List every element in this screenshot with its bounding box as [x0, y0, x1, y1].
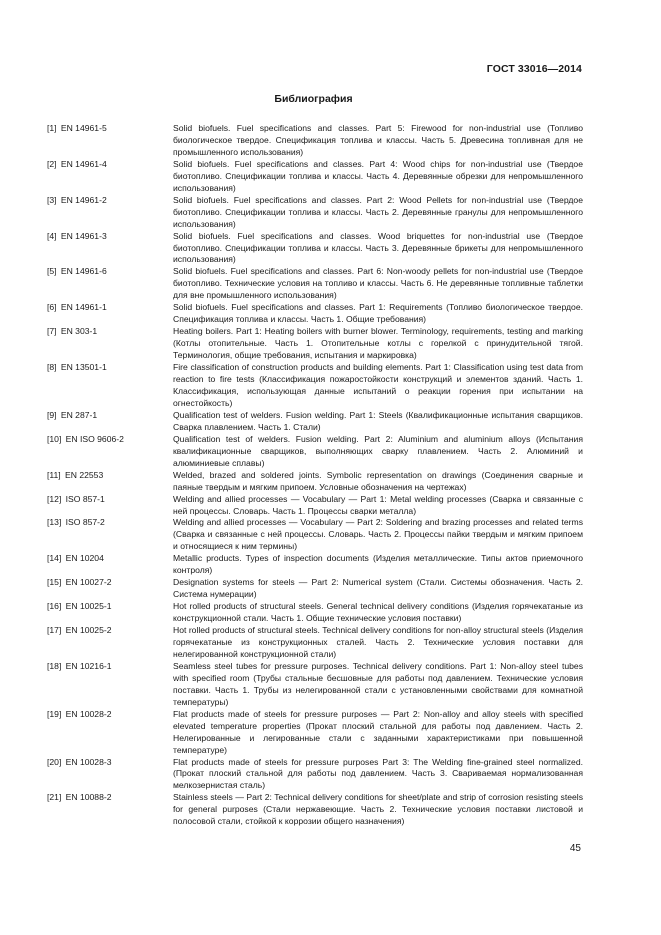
- entry-description: Qualification test of welders. Fusion welding. Part 2: Aluminium and aluminium alloys (Испытания квалификационные сварщиков, выполняющих сварку плавлением. Часть 2. Алюминий и алюминиевые сплавы): [173, 433, 583, 468]
- entry-reference: [47, 517, 173, 553]
- entry-description: Fire classification of construction products and building elements. Part 1: Classification using test data from reaction to fire tests (Классификация пожаростойкости конструкций и элементов зданий. Часть 1. Классификация, использующая данные испытаний о реакции горения при испытании на огнестойкость): [173, 362, 583, 408]
- entry-standard-code: EN 10025-2: [65, 625, 112, 636]
- entry-number: [9]: [47, 409, 57, 420]
- entry-reference: [47, 302, 173, 326]
- entry-description: Flat products made of steels for pressure purposes — Part 2: Non-alloy and alloy steels with specified elevated temperature properties (Прокат плоский стальной для работы под давлением. Часть 2. Нелегированные и легированные стали с заданными характеристиками при повышенной температуре): [173, 708, 583, 755]
- bibliography-entry: [47, 553, 583, 577]
- entry-description: Solid biofuels. Fuel specifications and classes. Part 1: Requirements (Топливо биологическое твердое. Спецификация топлива и классы. Часть 1. Общие требования): [173, 302, 583, 325]
- entry-number: [15]: [47, 577, 62, 588]
- entry-standard-code: EN 10028-2: [65, 708, 112, 719]
- bibliography-entry: [47, 757, 583, 793]
- entry-reference: [47, 159, 173, 195]
- entry-number: [5]: [47, 266, 57, 277]
- entry-number: [20]: [47, 756, 62, 767]
- entry-description: Metallic products. Types of inspection documents (Изделия металлические. Типы актов приемочного контроля): [173, 553, 583, 576]
- entry-standard-code: EN 13501-1: [60, 362, 107, 373]
- entry-standard-code: EN 287-1: [60, 409, 98, 420]
- entry-number: [18]: [47, 660, 62, 671]
- entry-number: [7]: [47, 326, 57, 337]
- entry-reference: [47, 709, 173, 757]
- entry-number: [8]: [47, 362, 57, 373]
- entry-standard-code: EN 10204: [65, 553, 104, 564]
- entry-description: Solid biofuels. Fuel specifications and classes. Wood briquettes for non-industrial use (Твердое биотопливо. Спецификации топлива и классы. Часть 3. Деревянные брикеты для непромышленного использования): [173, 230, 583, 265]
- entry-standard-code: EN 14961-2: [60, 194, 107, 205]
- entry-number: [4]: [47, 230, 57, 241]
- entry-description: Solid biofuels. Fuel specifications and classes. Part 5: Firewood for non-industrial use (Топливо биологическое твердое. Спецификация топлива и классы. Часть 5. Древесина топливная для не промышленного использования): [173, 123, 583, 157]
- bibliography-entry: [47, 410, 583, 434]
- bibliography-entry: [47, 123, 583, 159]
- entry-standard-code: EN 14961-3: [60, 230, 107, 241]
- entry-standard-code: EN 14961-6: [60, 266, 107, 277]
- bibliography-entry: [47, 601, 583, 625]
- entry-description: Welded, brazed and soldered joints. Symbolic representation on drawings (Соединения сварные и паяные твердым и мягким припоем. Условные обозначения на чертежах): [173, 469, 583, 492]
- entry-number: [21]: [47, 792, 62, 803]
- entry-standard-code: ISO 857-1: [65, 493, 105, 504]
- bibliography-entry: [47, 362, 583, 410]
- entry-description: Stainless steels — Part 2: Technical delivery conditions for sheet/plate and strip of corrosion resisting steels for general purposes (Стали нержавеющие. Часть 2. Технические условия поставки листовой и полосовой стали, стойкой к коррозии общего назначения): [173, 792, 583, 827]
- entry-number: [14]: [47, 553, 62, 564]
- entry-standard-code: EN 14961-1: [60, 302, 107, 313]
- entry-reference: [47, 326, 173, 362]
- bibliography-entry: [47, 494, 583, 518]
- entry-reference: [47, 410, 173, 434]
- entry-standard-code: EN ISO 9606-2: [65, 433, 124, 444]
- entry-number: [19]: [47, 708, 62, 719]
- bibliography-entry: [47, 661, 583, 709]
- entry-reference: [47, 792, 173, 828]
- entry-description: Flat products made of steels for pressure purposes Part 3: The Welding fine-grained steel normalized. (Прокат плоский стальной для работы под давлением. Часть 3. Свариваемая нормализованная мелкозернистая сталь): [173, 756, 583, 791]
- entry-reference: [47, 625, 173, 661]
- entry-standard-code: EN 10216-1: [65, 660, 112, 671]
- entry-description: Hot rolled products of structural steels. Technical delivery conditions for non-alloy structural steels (Изделия горячекатаные из конструкционных сталей. Часть 2. Технические условия поставки для нелегированной конструкционной стали): [173, 625, 583, 659]
- bibliography-entry: [47, 792, 583, 828]
- entry-standard-code: EN 22553: [65, 469, 104, 480]
- entry-number: [2]: [47, 158, 57, 169]
- entry-description: Solid biofuels. Fuel specifications and classes. Part 2: Wood Pellets for non-industrial use (Твердое биотопливо. Спецификации топлива и классы. Часть 2. Деревянные гранулы для непромышленного использования): [173, 194, 583, 229]
- bibliography-entry: [47, 159, 583, 195]
- bibliography-entry: [47, 577, 583, 601]
- entry-description: Qualification test of welders. Fusion welding. Part 1: Steels (Квалификационные испытания сварщиков. Сварка плавлением. Часть 1. Стали): [173, 409, 583, 432]
- entry-reference: [47, 362, 173, 410]
- bibliography-entry: [47, 434, 583, 470]
- entry-number: [16]: [47, 601, 62, 612]
- entry-description: Welding and allied processes — Vocabulary — Part 2: Soldering and brazing processes and related terms (Сварка и связанные с ней процессы. Словарь. Часть 2. Процессы пайки твердым и мягким припоем и относящиеся к ним термины): [173, 517, 583, 552]
- bibliography-entry: [47, 302, 583, 326]
- entry-standard-code: EN 10027-2: [65, 577, 112, 588]
- entry-reference: [47, 231, 173, 267]
- entry-reference: [47, 434, 173, 470]
- bibliography-entry: [47, 326, 583, 362]
- entry-reference: [47, 494, 173, 518]
- bibliography-entry: [47, 266, 583, 302]
- bibliography-entry: [47, 625, 583, 661]
- entry-number: [1]: [47, 123, 57, 133]
- bibliography-entry: [47, 517, 583, 553]
- entry-description: Welding and allied processes — Vocabulary — Part 1: Metal welding processes (Сварка и связанные с ней процессы. Словарь. Часть 1. Процессы сварки металла): [173, 493, 583, 516]
- entry-standard-code: EN 10028-3: [65, 756, 112, 767]
- entry-number: [17]: [47, 625, 62, 636]
- bibliography-entry: [47, 709, 583, 757]
- entry-number: [6]: [47, 302, 57, 313]
- entry-reference: [47, 601, 173, 625]
- entry-description: Solid biofuels. Fuel specifications and classes. Part 4: Wood chips for non-industrial use (Твердое биотопливо. Спецификации топлива и классы. Часть 4. Деревянные обрезки для непромышленного использования): [173, 158, 583, 193]
- entry-standard-code: EN 14961-5: [60, 123, 107, 133]
- entry-reference: [47, 266, 173, 302]
- bibliography-entry: [47, 470, 583, 494]
- entry-standard-code: ISO 857-2: [65, 517, 105, 528]
- entry-reference: [47, 553, 173, 577]
- entry-description: Heating boilers. Part 1: Heating boilers with burner blower. Terminology, requirements, testing and marking (Котлы отопительные. Часть 1. Отопительные котлы с горелкой с принудительной тягой. Терминология, общие требования, испытания и маркировка): [173, 326, 583, 361]
- entry-standard-code: EN 303-1: [60, 326, 98, 337]
- document-code: ГОСТ 33016—2014: [486, 63, 582, 75]
- entry-standard-code: EN 10088-2: [65, 792, 112, 803]
- bibliography-entry: [47, 195, 583, 231]
- entry-description: Hot rolled products of structural steels. General technical delivery conditions (Изделия горячекатаные из конструкционной стали. Часть 1. Общие технические условия поставки): [173, 601, 583, 624]
- entry-reference: [47, 577, 173, 601]
- entry-number: [10]: [47, 433, 62, 444]
- entry-reference: [47, 757, 173, 793]
- entry-number: [3]: [47, 194, 57, 205]
- entry-description: Designation systems for steels — Part 2: Numerical system (Стали. Системы обозначения. Часть 2. Система нумерации): [173, 577, 583, 600]
- entry-number: [11]: [47, 469, 61, 480]
- entry-number: [13]: [47, 517, 62, 528]
- bibliography-list: [47, 123, 583, 828]
- entry-description: Solid biofuels. Fuel specifications and classes. Part 6: Non-woody pellets for non-industrial use (Твердое биотопливо. Технические условия на топливо и классы. Часть 6. Не деревянные топливные таблетки для вне промышленного использования): [173, 266, 583, 301]
- entry-reference: [47, 470, 173, 494]
- entry-reference: [47, 195, 173, 231]
- bibliography-entry: [47, 231, 583, 267]
- entry-standard-code: EN 10025-1: [65, 601, 112, 612]
- page-title: [0, 93, 661, 105]
- entry-standard-code: EN 14961-4: [60, 158, 107, 169]
- page-number: 45: [569, 843, 581, 854]
- entry-description: Seamless steel tubes for pressure purposes. Technical delivery conditions. Part 1: Non-alloy steel tubes with specified room (Трубы стальные бесшовные для работы под давлением. Технические условия поставки. Часть 1. Трубы из нелегированной стали с установленными свойствами для комнатной температуры): [173, 660, 583, 707]
- entry-reference: [47, 661, 173, 709]
- page-title-text: Библиография: [274, 93, 353, 105]
- entry-number: [12]: [47, 493, 62, 504]
- entry-reference: [47, 123, 173, 159]
